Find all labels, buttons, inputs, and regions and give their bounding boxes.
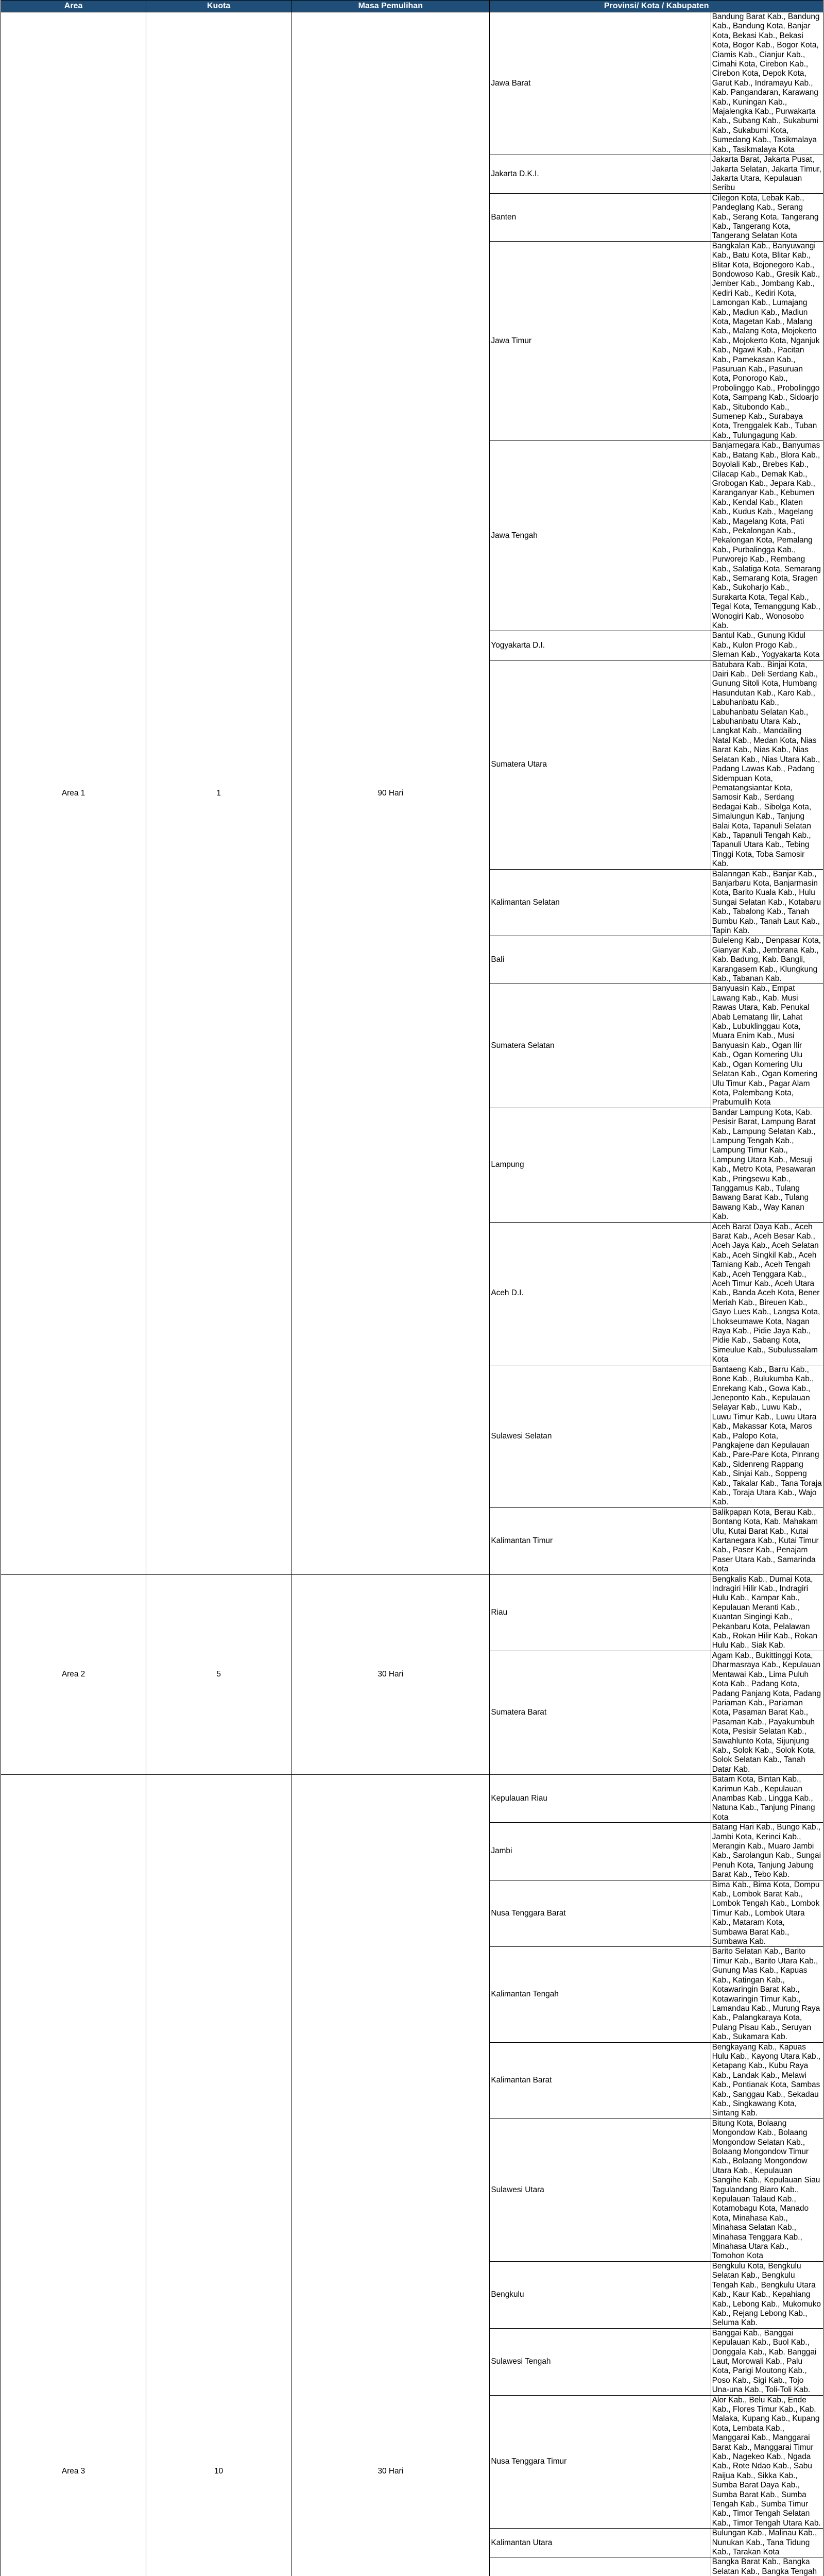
table-body — [1, 12, 823, 2576]
city-list: Bandung Barat Kab., Bandung Kab., Bandung Kota, Banjar Kota, Bekasi Kab., Bekasi Kota, Bogor Kab., Bogor Kota, Ciamis Kab., Cianjur Kab., Cimahi Kota, Cirebon Kab., Cirebon Kota, Depok Kota, Garut Kab., Indramayu Kab., Kab. Pangandaran, Karawang Kab., Kuningan Kab., Majalengka Kab., Purwakarta Kab., Subang Kab., Sukabumi Kab., Sukabumi Kota, Sumedang Kab., Tasikmalaya Kab., Tasikmalaya Kota — [711, 12, 823, 155]
city-list: Bantaeng Kab., Barru Kab., Bone Kab., Bulukumba Kab., Enrekang Kab., Gowa Kab., Jeneponto Kab., Kepulauan Selayar Kab., Luwu Kab., Luwu Timur Kab., Luwu Utara Kab., Makassar Kota, Maros Kab., Palopo Kota, Pangkajene dan Kepulauan Kab., Pare-Pare Kota, Pinrang Kab., Sidenreng Rappang Kab., Sinjai Kab., Soppeng Kab., Takalar Kab., Tana Toraja Kab., Toraja Utara Kab., Wajo Kab. — [711, 1365, 823, 1507]
province-name: Jawa Timur — [490, 241, 711, 441]
city-list: Cilegon Kota, Lebak Kab., Pandeglang Kab., Serang Kab., Serang Kota, Tangerang Kab., Tangerang Kota, Tangerang Selatan Kota — [711, 193, 823, 241]
table-row — [1, 1775, 823, 1823]
province-name: Riau — [490, 1574, 711, 1651]
city-list: Balanngan Kab., Banjar Kab., Banjarbaru Kota, Banjarmasin Kota, Barito Kuala Kab., Hulu Sungai Selatan Kab., Kotabaru Kab., Tabalong Kab., Tanah Bumbu Kab., Tanah Laut Kab., Tapin Kab. — [711, 869, 823, 936]
city-list: Bangkalan Kab., Banyuwangi Kab., Batu Kota, Blitar Kab., Blitar Kota, Bojonegoro Kab., Bondowoso Kab., Gresik Kab., Jember Kab., Jombang Kab., Kediri Kab., Kediri Kota, Lamongan Kab., Lumajang Kab., Madiun Kab., Madiun Kota, Magetan Kab., Malang Kab., Malang Kota, Mojokerto Kab., Mojokerto Kota, Nganjuk Kab., Ngawi Kab., Pacitan Kab., Pamekasan Kab., Pasuruan Kab., Pasuruan Kota, Ponorogo Kab., Probolinggo Kab., Probolinggo Kota, Sampang Kab., Sidoarjo Kab., Situbondo Kab., Sumenep Kab., Surabaya Kota, Trenggalek Kab., Tuban Kab., Tulungagung Kab. — [711, 241, 823, 441]
province-name: Sumatera Barat — [490, 1651, 711, 1774]
province-name: Nusa Tenggara Timur — [490, 2395, 711, 2529]
province-name: Bengkulu — [490, 2261, 711, 2328]
province-name: Kalimantan Barat — [490, 2042, 711, 2119]
city-list: Balikpapan Kota, Berau Kab., Bontang Kota, Kab. Mahakam Ulu, Kutai Barat Kab., Kutai Kartanegara Kab., Kutai Timur Kab., Paser Kab., Penajam Paser Utara Kab., Samarinda Kota — [711, 1507, 823, 1574]
province-name: Jawa Tengah — [490, 441, 711, 631]
recovery-period-cell: 30 Hari — [291, 1775, 490, 2576]
province-name: Kalimantan Timur — [490, 1507, 711, 1574]
province-name: Kalimantan Tengah — [490, 1947, 711, 2042]
city-list: Bitung Kota, Bolaang Mongondow Kab., Bolaang Mongondow Selatan Kab., Bolaang Mongondow Timur Kab., Bolaang Mongondow Utara Kab., Kepulauan Sangihe Kab., Kepulauan Siau Tagulandang Biaro Kab., Kepulauan Talaud Kab., Kotamobagu Kota, Manado Kota, Minahasa Kab., Minahasa Selatan Kab., Minahasa Tenggara Kab., Minahasa Utara Kab., Tomohon Kota — [711, 2119, 823, 2261]
city-list: Banyuasin Kab., Empat Lawang Kab., Kab. Musi Rawas Utara, Kab. Penukal Abab Lematang Ilir, Lahat Kab., Lubuklinggau Kota, Muara Enim Kab., Musi Banyuasin Kab., Ogan Ilir Kab., Ogan Komering Ulu Kab., Ogan Komering Ulu Selatan Kab., Ogan Komering Ulu Timur Kab., Pagar Alam Kota, Palembang Kota, Prabumulih Kota — [711, 984, 823, 1108]
province-name: Jakarta D.K.I. — [490, 155, 711, 194]
province-name: Kepulauan Riau — [490, 1775, 711, 1823]
province-name: Bali — [490, 936, 711, 984]
province-name: Sulawesi Selatan — [490, 1365, 711, 1507]
city-list: Buleleng Kab., Denpasar Kota, Gianyar Kab., Jembrana Kab., Kab. Badung, Kab. Bangli, Karangasem Kab., Klungkung Kab., Tabanan Kab. — [711, 936, 823, 984]
province-name: Sulawesi Utara — [490, 2119, 711, 2261]
recovery-period-cell: 30 Hari — [291, 1574, 490, 1775]
city-list: Batam Kota, Bintan Kab., Karimun Kab., Kepulauan Anambas Kab., Lingga Kab., Natuna Kab., Tanjung Pinang Kota — [711, 1775, 823, 1823]
province-name: Sumatera Selatan — [490, 984, 711, 1108]
city-list: Bengkayang Kab., Kapuas Hulu Kab., Kayong Utara Kab., Ketapang Kab., Kubu Raya Kab., Landak Kab., Melawi Kab., Pontianak Kota, Sambas Kab., Sanggau Kab., Sekadau Kab., Singkawang Kota, Sintang Kab. — [711, 2042, 823, 2119]
city-list: Bantul Kab., Gunung Kidul Kab., Kulon Progo Kab., Sleman Kab., Yogyakarta Kota — [711, 631, 823, 660]
city-list: Agam Kab., Bukittinggi Kota, Dharmasraya Kab., Kepulauan Mentawai Kab., Lima Puluh Kota Kab., Padang Kota, Padang Panjang Kota, Padang Pariaman Kab., Pariaman Kota, Pasaman Barat Kab., Pasaman Kab., Payakumbuh Kota, Pesisir Selatan Kab., Sawahlunto Kota, Sijunjung Kab., Solok Kab., Solok Kota, Solok Selatan Kab., Tanah Datar Kab. — [711, 1651, 823, 1774]
province-name: Banten — [490, 193, 711, 241]
city-list: Aceh Barat Daya Kab., Aceh Barat Kab., Aceh Besar Kab., Aceh Jaya Kab., Aceh Selatan Kab., Aceh Singkil Kab., Aceh Tamiang Kab., Aceh Tengah Kab., Aceh Tenggara Kab., Aceh Timur Kab., Aceh Utara Kab., Banda Aceh Kota, Bener Meriah Kab., Bireuen Kab., Gayo Lues Kab., Langsa Kota, Lhokseumawe Kota, Nagan Raya Kab., Pidie Jaya Kab., Pidie Kab., Sabang Kota, Simeulue Kab., Subulussalam Kota — [711, 1222, 823, 1365]
area-cell: Area 1 — [1, 12, 146, 1575]
city-list: Bandar Lampung Kota, Kab. Pesisir Barat, Lampung Barat Kab., Lampung Selatan Kab., Lampung Tengah Kab., Lampung Timur Kab., Lampung Utara Kab., Mesuji Kab., Metro Kota, Pesawaran Kab., Pringsewu Kab., Tanggamus Kab., Tulang Bawang Barat Kab., Tulang Bawang Kab., Way Kanan Kab. — [711, 1108, 823, 1222]
province-name: Jambi — [490, 1823, 711, 1880]
header-area: Area — [1, 1, 146, 12]
province-name: Jawa Barat — [490, 12, 711, 155]
city-list: Batang Hari Kab., Bungo Kab., Jambi Kota, Kerinci Kab., Merangin Kab., Muaro Jambi Kab., Sarolangun Kab., Sungai Penuh Kota, Tanjung Jabung Barat Kab., Tebo Kab. — [711, 1823, 823, 1880]
city-list: Bulungan Kab., Malinau Kab., Nunukan Kab., Tana Tidung Kab., Tarakan Kota — [711, 2529, 823, 2557]
quota-cell: 1 — [146, 12, 291, 1575]
province-name: Yogyakarta D.I. — [490, 631, 711, 660]
recovery-period-cell: 90 Hari — [291, 12, 490, 1575]
header-region: Provinsi/ Kota / Kabupaten — [490, 1, 823, 12]
province-name: Aceh D.I. — [490, 1222, 711, 1365]
province-name: Nusa Tenggara Barat — [490, 1880, 711, 1947]
city-list: Barito Selatan Kab., Barito Timur Kab., Barito Utara Kab., Gunung Mas Kab., Kapuas Kab., Katingan Kab., Kotawaringin Barat Kab., Kotawaringin Timur Kab., Lamandau Kab., Murung Raya Kab., Palangkaraya Kota, Pulang Pisau Kab., Seruyan Kab., Sukamara Kab. — [711, 1947, 823, 2042]
province-name: Lampung — [490, 1108, 711, 1222]
city-list: Banjarnegara Kab., Banyumas Kab., Batang Kab., Blora Kab., Boyolali Kab., Brebes Kab., Cilacap Kab., Demak Kab., Grobogan Kab., Jepara Kab., Karanganyar Kab., Kebumen Kab., Kendal Kab., Klaten Kab., Kudus Kab., Magelang Kab., Magelang Kota, Pati Kab., Pekalongan Kab., Pekalongan Kota, Pemalang Kab., Purbalingga Kab., Purworejo Kab., Rembang Kab., Salatiga Kota, Semarang Kab., Semarang Kota, Sragen Kab., Sukoharjo Kab., Surakarta Kota, Tegal Kab., Tegal Kota, Temanggung Kab., Wonogiri Kab., Wonosobo Kab. — [711, 441, 823, 631]
province-name — [490, 2557, 711, 2576]
city-list: Alor Kab., Belu Kab., Ende Kab., Flores Timur Kab., Kab. Malaka, Kupang Kab., Kupang Kota, Lembata Kab., Manggarai Kab., Manggarai Barat Kab., Manggarai Timur Kab., Nagekeo Kab., Ngada Kab., Rote Ndao Kab., Sabu Raijua Kab., Sikka Kab., Sumba Barat Daya Kab., Sumba Barat Kab., Sumba Tengah Kab., Sumba Timur Kab., Timor Tengah Selatan Kab., Timor Tengah Utara Kab. — [711, 2395, 823, 2529]
quota-cell: 10 — [146, 1775, 291, 2576]
province-name: Sulawesi Tengah — [490, 2328, 711, 2395]
header-recovery-period: Masa Pemulihan — [291, 1, 490, 12]
header-quota: Kuota — [146, 1, 291, 12]
city-list: Bima Kab., Bima Kota, Dompu Kab., Lombok Barat Kab., Lombok Tengah Kab., Lombok Timur Kab., Lombok Utara Kab., Mataram Kota, Sumbawa Barat Kab., Sumbawa Kab. — [711, 1880, 823, 1947]
city-list: Banggai Kab., Banggai Kepulauan Kab., Buol Kab., Donggala Kab., Kab. Banggai Laut, Morowali Kab., Palu Kota, Parigi Moutong Kab., Poso Kab., Sigi Kab., Tojo Una-una Kab., Toli-Toli Kab. — [711, 2328, 823, 2395]
city-list: Batubara Kab., Binjai Kota, Dairi Kab., Deli Serdang Kab., Gunung Sitoli Kota, Humbang Hasundutan Kab., Karo Kab., Labuhanbatu Kab., Labuhanbatu Selatan Kab., Labuhanbatu Utara Kab., Langkat Kab., Mandailing Natal Kab., Medan Kota, Nias Barat Kab., Nias Kab., Nias Selatan Kab., Nias Utara Kab., Padang Lawas Kab., Padang Sidempuan Kota, Pematangsiantar Kota, Samosir Kab., Serdang Bedagai Kab., Sibolga Kota, Simalungun Kab., Tanjung Balai Kota, Tapanuli Selatan Kab., Tapanuli Tengah Kab., Tapanuli Utara Kab., Tebing Tinggi Kota, Toba Samosir Kab. — [711, 660, 823, 869]
table-row — [1, 1574, 823, 1651]
province-name: Sumatera Utara — [490, 660, 711, 869]
quota-cell: 5 — [146, 1574, 291, 1775]
city-list: Bengkulu Kota, Bengkulu Selatan Kab., Bengkulu Tengah Kab., Bengkulu Utara Kab., Kaur Kab., Kepahiang Kab., Lebong Kab., Mukomuko Kab., Rejang Lebong Kab., Seluma Kab. — [711, 2261, 823, 2328]
city-list: Jakarta Barat, Jakarta Pusat, Jakarta Selatan, Jakarta Timur, Jakarta Utara, Kepulauan Seribu — [711, 155, 823, 194]
province-name: Kalimantan Utara — [490, 2529, 711, 2557]
city-list: Bangka Barat Kab., Bangka Selatan Kab., Bangka Tengah — [711, 2557, 823, 2576]
area-cell: Area 2 — [1, 1574, 146, 1775]
table-row — [1, 12, 823, 155]
table-header-row — [1, 1, 823, 12]
area-cell: Area 3 — [1, 1775, 146, 2576]
province-name: Kalimantan Selatan — [490, 869, 711, 936]
area-quota-table — [1, 0, 823, 2576]
city-list: Bengkalis Kab., Dumai Kota, Indragiri Hilir Kab., Indragiri Hulu Kab., Kampar Kab., Kepulauan Meranti Kab., Kuantan Singingi Kab., Pekanbaru Kota, Pelalawan Kab., Rokan Hilir Kab., Rokan Hulu Kab., Siak Kab. — [711, 1574, 823, 1651]
